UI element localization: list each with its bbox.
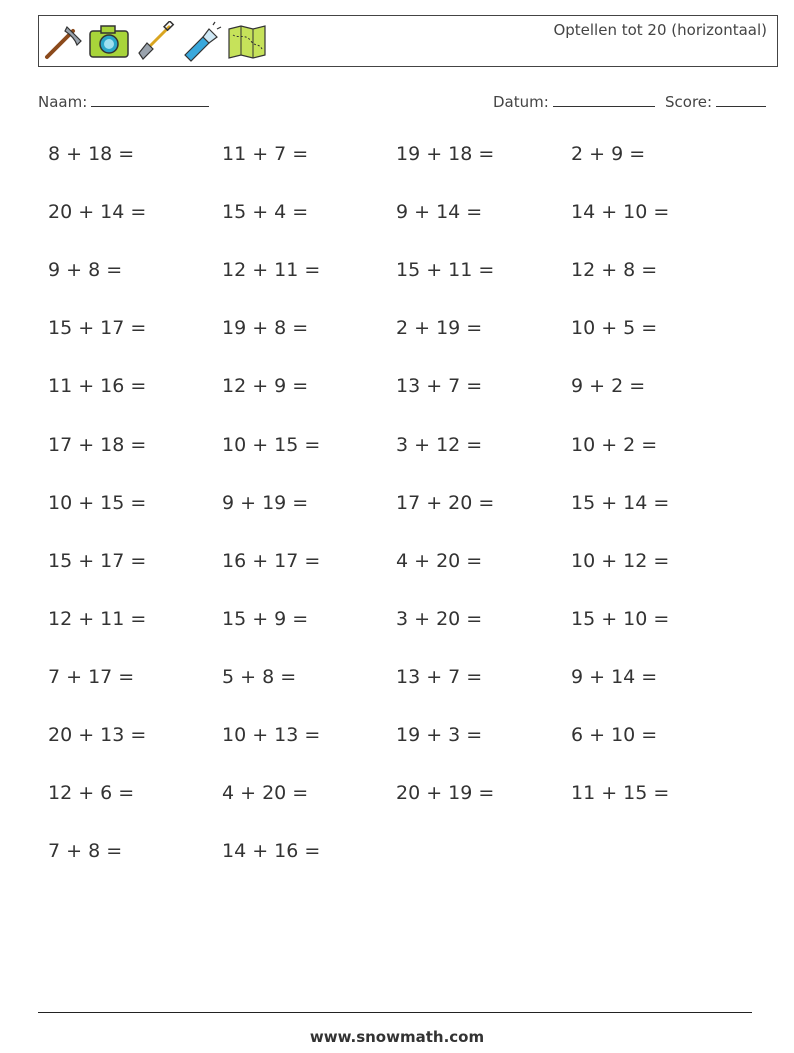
problem-item: 10 + 15 = (222, 433, 321, 456)
problem-item: 3 + 12 = (396, 433, 483, 456)
shovel-icon (133, 21, 177, 63)
problem-item: 13 + 7 = (396, 375, 483, 398)
score-blank (716, 92, 766, 107)
score-field (665, 92, 766, 111)
problem-item: 14 + 16 = (222, 840, 321, 863)
problem-item: 9 + 14 = (571, 665, 658, 688)
problem-item: 15 + 9 = (222, 607, 309, 630)
name-field (38, 92, 209, 111)
problem-item: 9 + 8 = (48, 259, 123, 282)
camera-icon (87, 21, 131, 63)
date-field (493, 92, 655, 111)
problem-item: 19 + 3 = (396, 724, 483, 746)
problem-item: 7 + 8 = (48, 840, 123, 863)
problem-item: 2 + 9 = (571, 143, 646, 165)
problem-item: 12 + 9 = (222, 375, 309, 398)
problem-item: 16 + 17 = (222, 549, 321, 572)
info-row (38, 92, 770, 116)
problem-item: 14 + 10 = (571, 201, 670, 224)
footer-url: www.snowmath.com (309, 1028, 485, 1046)
problem-item: 15 + 17 = (48, 317, 147, 340)
problem-item: 15 + 11 = (396, 259, 495, 282)
date-label: Datum: (493, 93, 549, 111)
score-label: Score: (665, 93, 713, 111)
worksheet-title: Optellen tot 20 (horizontaal) (553, 21, 767, 39)
header-box (38, 15, 778, 67)
problem-item: 20 + 19 = (396, 782, 495, 805)
problem-item: 4 + 20 = (222, 782, 309, 805)
name-label: Naam: (38, 93, 88, 111)
problem-item: 7 + 17 = (48, 665, 135, 688)
date-blank (553, 92, 655, 107)
problem-item: 9 + 14 = (396, 201, 483, 224)
problem-item: 10 + 15 = (48, 491, 147, 514)
problem-item: 17 + 18 = (48, 433, 147, 456)
problem-item: 3 + 20 = (396, 607, 483, 630)
problem-item: 19 + 8 = (222, 317, 309, 340)
problem-item: 15 + 14 = (571, 491, 670, 514)
problem-item: 19 + 18 = (396, 143, 495, 165)
problem-item: 11 + 15 = (571, 782, 670, 805)
problem-item: 15 + 4 = (222, 201, 309, 224)
problem-item: 10 + 5 = (571, 317, 658, 340)
problem-item: 6 + 10 = (571, 724, 658, 746)
problem-item: 13 + 7 = (396, 665, 483, 688)
problem-item: 8 + 18 = (48, 143, 135, 165)
problem-item: 20 + 13 = (48, 724, 147, 746)
problem-item: 11 + 7 = (222, 143, 309, 165)
problem-item: 5 + 8 = (222, 665, 297, 688)
problem-item: 10 + 13 = (222, 724, 321, 746)
problem-item: 15 + 10 = (571, 607, 670, 630)
problem-item: 12 + 11 = (222, 259, 321, 282)
problem-item: 9 + 19 = (222, 491, 309, 514)
flashlight-icon (179, 21, 223, 63)
problem-item: 9 + 2 = (571, 375, 646, 398)
icon-strip (41, 21, 269, 63)
footer-divider (38, 1012, 752, 1013)
problem-item: 12 + 8 = (571, 259, 658, 282)
problem-item: 10 + 2 = (571, 433, 658, 456)
name-blank (91, 92, 209, 107)
problem-item: 12 + 11 = (48, 607, 147, 630)
axe-icon (41, 21, 85, 63)
map-icon (225, 21, 269, 63)
problem-item: 20 + 14 = (48, 201, 147, 224)
problem-item: 4 + 20 = (396, 549, 483, 572)
problem-item: 15 + 17 = (48, 549, 147, 572)
problem-item: 12 + 6 = (48, 782, 135, 805)
problem-item: 11 + 16 = (48, 375, 147, 398)
problem-item: 2 + 19 = (396, 317, 483, 340)
problem-item: 17 + 20 = (396, 491, 495, 514)
problem-item: 10 + 12 = (571, 549, 670, 572)
